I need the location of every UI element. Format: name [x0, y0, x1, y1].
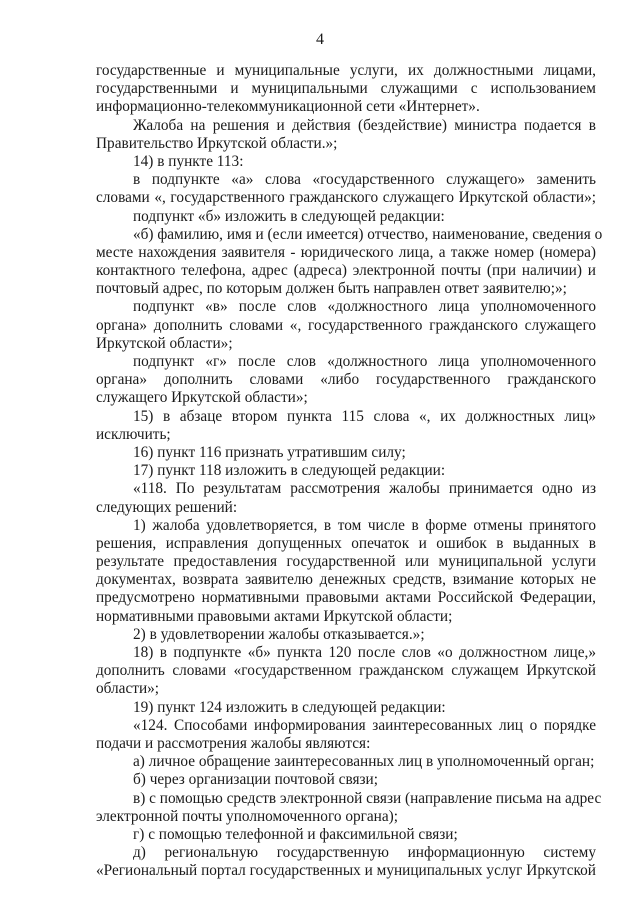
text-line: контактного телефона, адрес (адреса) электронной почты (при наличии) и [96, 262, 596, 280]
text-line: электронной почты уполномоченного органа); [96, 807, 399, 825]
text-line: документах, возврата заявителю денежных средств, взимание которых не [96, 571, 596, 589]
text-line: Иркутской области»; [96, 334, 233, 352]
text-line: «Региональный портал государственных и муниципальных услуг Иркутской [96, 862, 596, 880]
text-line: б) через организации почтовой связи; [133, 771, 378, 789]
text-line: органа» дополнить словами «либо государственного гражданского [96, 371, 596, 389]
text-line: области»; [96, 680, 160, 698]
text-line: 2) в удовлетворении жалобы отказывается.»; [133, 625, 425, 643]
text-line: «118. По результатам рассмотрения жалобы принимается одно из [133, 480, 596, 498]
text-line: следующих решений: [96, 498, 238, 516]
text-line: в подпункте «а» слова «государственного служащего» заменить [133, 171, 596, 189]
text-line: государственными и муниципальными служащими с использованием [96, 80, 596, 98]
text-line: словами «, государственного гражданского служащего Иркутской области»; [96, 189, 596, 207]
text-line: «б) фамилию, имя и (если имеется) отчество, наименование, сведения о [133, 225, 603, 243]
page-number: 4 [316, 31, 324, 48]
text-line: служащего Иркутской области»; [96, 389, 308, 407]
text-line: 16) пункт 116 признать утратившим силу; [133, 443, 406, 461]
text-line: в) с помощью средств электронной связи (направление письма на адрес [133, 789, 602, 807]
text-line: а) личное обращение заинтересованных лиц в уполномоченный орган; [133, 753, 595, 771]
text-line: «124. Способами информирования заинтересованных лиц о порядке [133, 716, 596, 734]
text-line: 17) пункт 118 изложить в следующей редакции: [133, 462, 446, 480]
text-line: подачи и рассмотрения жалобы являются: [96, 734, 371, 752]
text-line: подпункт «в» после слов «должностного лица уполномоченного [133, 298, 596, 316]
text-line: Жалоба на решения и действия (бездействие) министра подается в [133, 116, 596, 134]
text-line: Правительство Иркутской области.»; [96, 134, 338, 152]
text-line: исключить; [96, 425, 171, 443]
text-line: 18) в подпункте «б» пункта 120 после слов «о должностном лице,» [133, 644, 596, 661]
text-line: подпункт «б» изложить в следующей редакции: [133, 207, 445, 225]
text-line: подпункт «г» после слов «должностного лица уполномоченного [133, 353, 596, 370]
text-line: д) региональную государственную информационную систему [133, 844, 596, 862]
text-line: органа» дополнить словами «, государственного гражданского служащего [96, 316, 596, 334]
text-line: результате предоставления государственной или муниципальной услуги [96, 553, 596, 571]
text-line: решения, исправления допущенных опечаток и ошибок в выданных в [96, 534, 596, 552]
text-line: почтовый адрес, по которым должен быть направлен ответ заявителю;»; [96, 280, 567, 298]
text-line: нормативными правовыми актами Иркутской области; [96, 607, 453, 625]
text-line: государственные и муниципальные услуги, их должностными лицами, [96, 62, 596, 79]
text-line: 15) в абзаце втором пункта 115 слова «, их должностных лиц» [133, 407, 596, 425]
text-line: месте нахождения заявителя - юридического лица, а также номер (номера) [96, 243, 596, 261]
text-line: дополнить словами «государственном гражданском служащем Иркутской [96, 662, 596, 680]
text-line: г) с помощью телефонной и факсимильной связи; [133, 825, 458, 843]
text-line: 1) жалоба удовлетворяется, в том числе в форме отмены принятого [133, 516, 596, 534]
text-line: 14) в пункте 113: [133, 152, 244, 170]
text-line: предусмотрено нормативными правовыми актами Российской Федерации, [96, 589, 596, 607]
text-line: информационно-телекоммуникационной сети «Интернет». [96, 98, 480, 116]
text-line: 19) пункт 124 изложить в следующей редакции: [133, 698, 446, 716]
document-body [96, 62, 603, 880]
